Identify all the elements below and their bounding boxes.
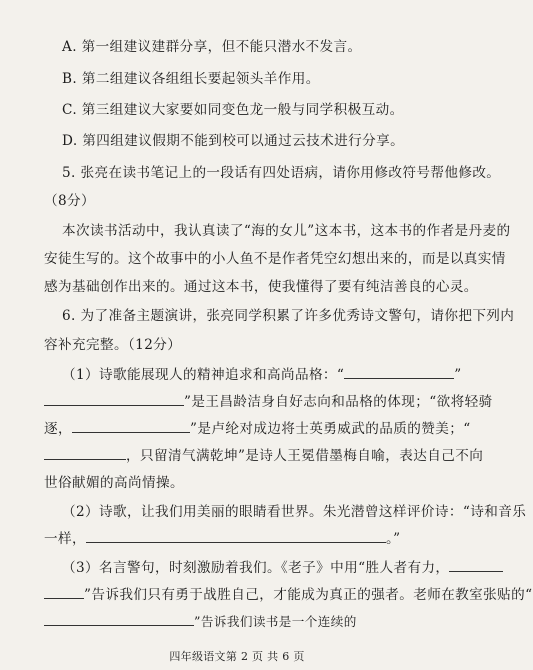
q6-1-text-c-start: 逐， bbox=[44, 421, 72, 437]
option-c: C. 第三组建议大家要如同变色龙一般与同学积极互动。 bbox=[62, 102, 404, 118]
q6-1-line-4 bbox=[44, 447, 483, 465]
q6-3-line-1 bbox=[62, 559, 503, 577]
answer-blank-8[interactable] bbox=[44, 613, 194, 626]
q6-3-text-b: ”告诉我们只有勇于战胜自己，才能成为真正的强者。老师在教室张贴的“ bbox=[84, 587, 533, 603]
q5-score: （8分） bbox=[44, 193, 96, 209]
q6-1-text-d: ，只留清气满乾坤”是诗人王冕借墨梅自喻，表达自己不向 bbox=[126, 448, 484, 464]
q6-prompt-line-2: 容补充完整。（12分） bbox=[44, 337, 182, 353]
answer-blank-1[interactable] bbox=[344, 366, 454, 379]
option-b: B. 第二组建议各组组长要起领头羊作用。 bbox=[62, 71, 320, 87]
answer-blank-5[interactable] bbox=[86, 530, 386, 543]
answer-blank-4[interactable] bbox=[44, 447, 126, 460]
q5-prompt: 5. 张亮在读书笔记上的一段话有四处语病，请你用修改符号帮他修改。 bbox=[62, 165, 501, 181]
q5-passage-line-2: 安徒生写的。这个故事中的小人鱼不是作者凭空幻想出来的，而是以真实情 bbox=[44, 251, 506, 267]
q6-3-line-3 bbox=[44, 613, 357, 631]
option-a: A. 第一组建议建群分享，但不能只潜水不发言。 bbox=[62, 39, 362, 55]
answer-blank-7[interactable] bbox=[44, 586, 84, 599]
q6-1-line-1 bbox=[62, 366, 462, 384]
q6-3-text-a: （3）名言警句，时刻激励着我们。《老子》中用“胜人者有力， bbox=[62, 560, 450, 576]
q6-3-line-2 bbox=[44, 586, 533, 604]
q6-1-text-b: ”是王昌龄洁身自好志向和品格的体现；“欲将轻骑 bbox=[184, 394, 493, 410]
q6-1-line-3 bbox=[44, 420, 471, 438]
q6-1-text-c: ”是卢纶对成边将士英勇威武的品质的赞美；“ bbox=[190, 421, 471, 437]
q6-2-line-2 bbox=[44, 530, 401, 548]
q6-1-text-a: （1）诗歌能展现人的精神追求和高尚品格：“ bbox=[62, 367, 345, 383]
answer-blank-3[interactable] bbox=[72, 420, 190, 433]
q6-3-text-c: ”告诉我们读书是一个连续的 bbox=[194, 614, 357, 629]
q6-2-line-1: （2）诗歌，让我们用美丽的眼睛看世界。朱光潜曾这样评价诗：“诗和音乐 bbox=[62, 504, 527, 520]
q5-passage-line-3: 感为基础创作出来的。通过这本书，使我懂得了要有纯洁善良的心灵。 bbox=[44, 279, 478, 295]
q6-1-line-5: 世俗献媚的高尚情操。 bbox=[44, 475, 184, 491]
q6-1-quote: ” bbox=[454, 367, 462, 383]
answer-blank-6[interactable] bbox=[449, 559, 503, 572]
q6-2-text-b: 一样， bbox=[44, 531, 86, 547]
q6-1-line-2 bbox=[44, 393, 493, 411]
q5-passage-line-1: 本次读书活动中，我认真读了“海的女儿”这本书，这本书的作者是丹麦的 bbox=[62, 223, 511, 239]
answer-blank-2[interactable] bbox=[44, 393, 184, 406]
page-footer: 四年级语文第 2 页 共 6 页 bbox=[169, 650, 305, 663]
option-d: D. 第四组建议假期不能到校可以通过云技术进行分享。 bbox=[62, 133, 405, 149]
q6-2-end: 。” bbox=[385, 531, 401, 547]
q6-prompt-line-1: 6. 为了准备主题演讲，张亮同学积累了许多优秀诗文警句，请你把下列内 bbox=[62, 308, 515, 324]
